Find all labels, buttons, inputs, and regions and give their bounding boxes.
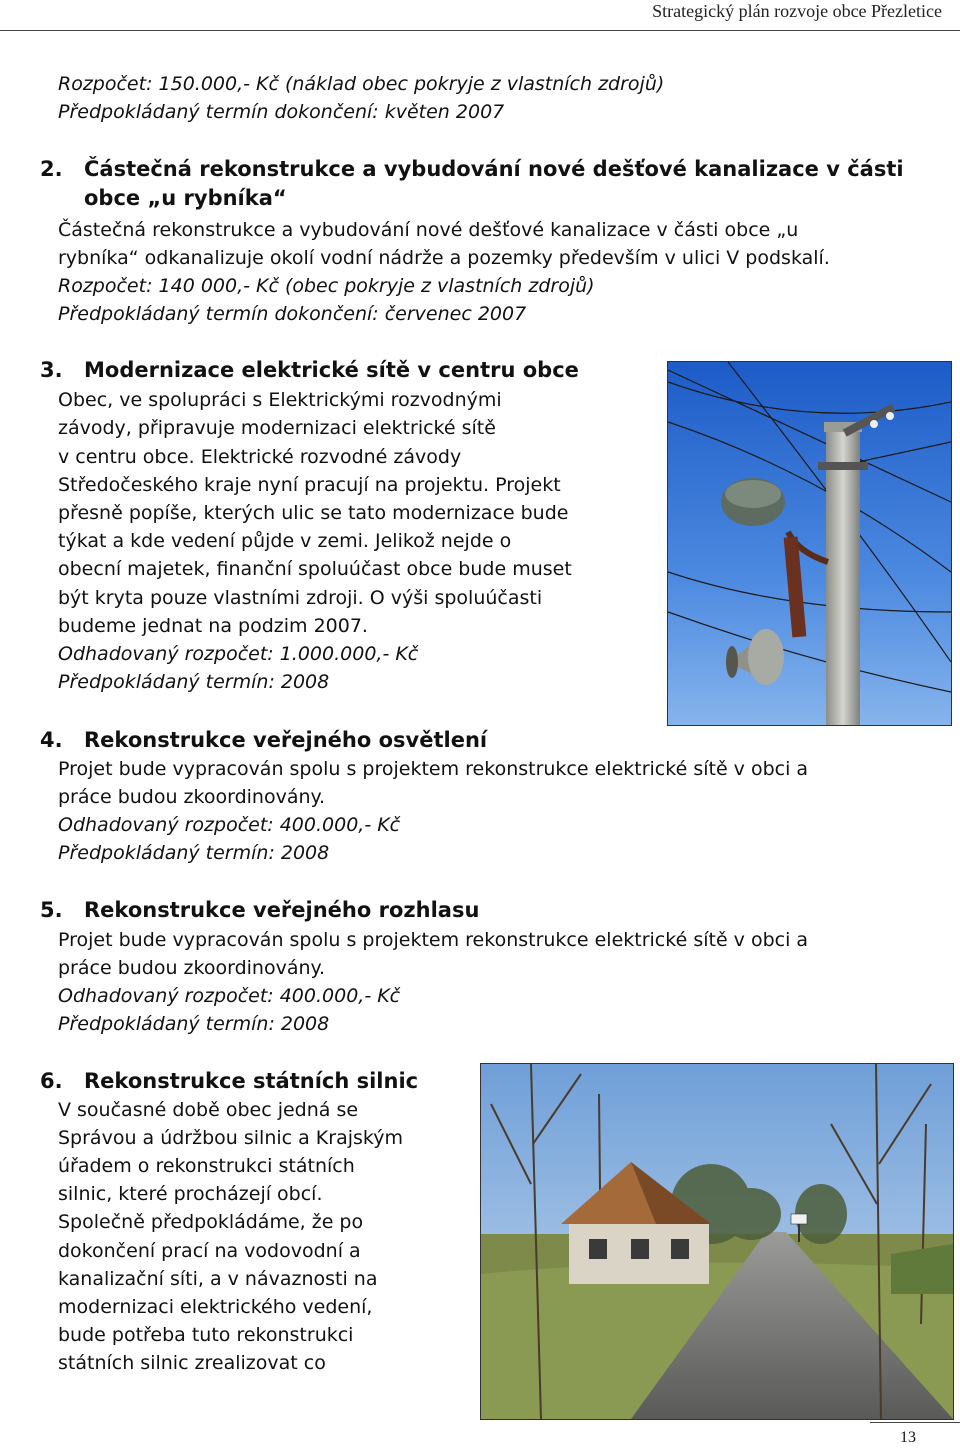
section-5-number: 5.: [40, 898, 63, 922]
section-6-title: Rekonstrukce státních silnic: [84, 1069, 419, 1093]
section-3-body-line: závody, připravuje modernizaci elektrické sítě: [58, 417, 496, 439]
section-6-number: 6.: [40, 1069, 63, 1093]
section-6-heading: [40, 1066, 418, 1096]
document-title: Strategický plán rozvoje obce Přezletice: [652, 1, 942, 21]
section-4-title: Rekonstrukce veřejného osvětlení: [84, 728, 488, 752]
section-6-body-line: kanalizační síti, a v návaznosti na: [58, 1268, 378, 1290]
section-3-body-line: Středočeského kraje nyní pracují na projektu. Projekt: [58, 474, 561, 496]
section-2-budget: Rozpočet: 140 000,- Kč (obec pokryje z vlastních zdrojů): [58, 275, 595, 297]
section-4-budget: Odhadovaný rozpočet: 400.000,- Kč: [58, 814, 401, 836]
section-6-body-line: státních silnic zrealizovat co: [58, 1352, 326, 1374]
section-4-heading: [40, 725, 487, 755]
section-3-number: 3.: [40, 358, 63, 382]
section-2-deadline: Předpokládaný termín dokončení: červenec 2007: [58, 303, 527, 325]
section-6-body-line: bude potřeba tuto rekonstrukci: [58, 1324, 354, 1346]
section-3-title: Modernizace elektrické sítě v centru obce: [84, 358, 579, 382]
running-header: [0, 0, 960, 31]
section-3-budget: Odhadovaný rozpočet: 1.000.000,- Kč: [58, 643, 419, 665]
section-6-body-line: V současné době obec jedná se: [58, 1099, 359, 1121]
section-5-body-line1: Projet bude vypracován spolu s projektem rekonstrukce elektrické sítě v obci a: [58, 929, 809, 951]
section-2-title-line1: Částečná rekonstrukce a vybudování nové dešťové kanalizace v části: [84, 157, 904, 181]
page-number-rule: [870, 1422, 960, 1423]
section-3-body-line: týkat a kde vedení půjde v zemi. Jelikož nejde o: [58, 530, 512, 552]
section-2-heading: [40, 154, 904, 184]
electric-pole-photo: [667, 361, 952, 726]
page-number: 13: [900, 1429, 916, 1446]
section-5-body-line2: práce budou zkoordinovány.: [58, 957, 326, 979]
section-3-deadline: Předpokládaný termín: 2008: [58, 671, 330, 693]
section-6-body-line: modernizaci elektrického vedení,: [58, 1296, 373, 1318]
section-2-body-line2: rybníka“ odkanalizuje okolí vodní nádrže a pozemky především v ulici V podskalí.: [58, 247, 830, 269]
section-3-body-line: být kryta pouze vlastními zdroji. O výši spoluúčasti: [58, 587, 543, 609]
village-road-photo: [480, 1063, 954, 1420]
section-3-body-line: Obec, ve spolupráci s Elektrickými rozvodnými: [58, 389, 502, 411]
section-5-deadline: Předpokládaný termín: 2008: [58, 1013, 330, 1035]
section-2-body-line1: Částečná rekonstrukce a vybudování nové dešťové kanalizace v části obce „u: [58, 219, 799, 241]
section-3-body-line: budeme jednat na podzim 2007.: [58, 615, 368, 637]
section-2-title-line2: obce „u rybníka“: [84, 186, 287, 210]
section-3-body-line: v centru obce. Elektrické rozvodné závody: [58, 446, 462, 468]
section-4-deadline: Předpokládaný termín: 2008: [58, 842, 330, 864]
section-4-body-line2: práce budou zkoordinovány.: [58, 786, 326, 808]
section-3-body-line: přesně popíše, kterých ulic se tato modernizace bude: [58, 502, 569, 524]
section-4-body-line1: Projet bude vypracován spolu s projektem rekonstrukce elektrické sítě v obci a: [58, 758, 809, 780]
section-6-body-line: úřadem o rekonstrukci státních: [58, 1155, 355, 1177]
section-6-body-line: silnic, které procházejí obcí.: [58, 1183, 323, 1205]
section-3-body-line: obecní majetek, finanční spoluúčast obce bude muset: [58, 558, 572, 580]
section-6-body-line: dokončení prací na vodovodní a: [58, 1240, 361, 1262]
section-2-number: 2.: [40, 157, 63, 181]
intro-deadline: Předpokládaný termín dokončení: květen 2007: [58, 101, 505, 123]
section-5-title: Rekonstrukce veřejného rozhlasu: [84, 898, 480, 922]
section-6-body-line: Společně předpokládáme, že po: [58, 1211, 364, 1233]
section-5-budget: Odhadovaný rozpočet: 400.000,- Kč: [58, 985, 401, 1007]
section-5-heading: [40, 895, 479, 925]
intro-budget: Rozpočet: 150.000,- Kč (náklad obec pokryje z vlastních zdrojů): [58, 73, 665, 95]
section-6-body-line: Správou a údržbou silnic a Krajským: [58, 1127, 403, 1149]
section-4-number: 4.: [40, 728, 63, 752]
section-3-heading: [40, 355, 579, 385]
